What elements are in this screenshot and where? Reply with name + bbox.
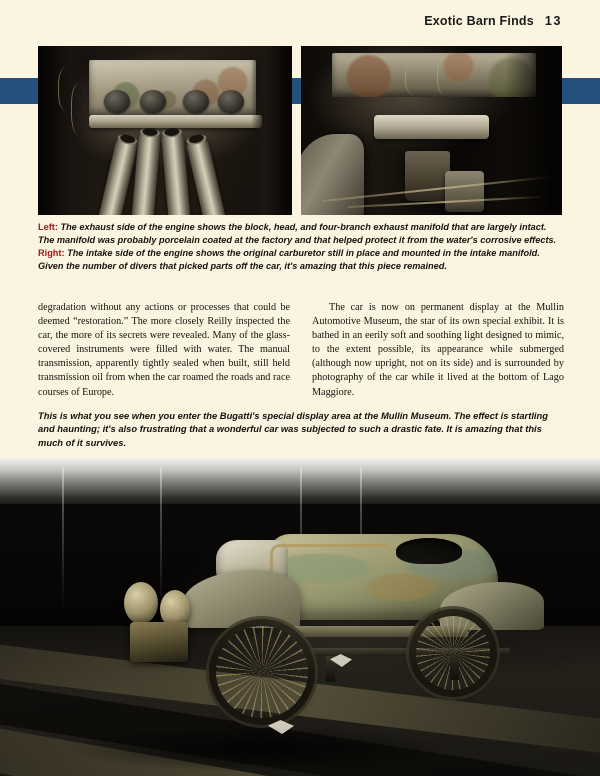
float-bowl-shape — [445, 171, 484, 212]
top-photo-row — [38, 46, 562, 215]
radiator-grille-shape — [130, 622, 188, 662]
body-column-left — [38, 301, 290, 400]
caption-left-label: Left: — [38, 222, 58, 232]
page-number: 13 — [544, 14, 562, 28]
cockpit-opening — [396, 538, 462, 564]
wiring-strand — [437, 56, 460, 96]
wiring-strand — [71, 83, 90, 135]
hero-photo-caption: This is what you see when you enter the Bugatti's special display area at the Mullin Museum. The effect is startling and haunting; it's also frustrating that a wonderful car was subjected to such a drastic fate. It is amazing that this much of it survives. — [38, 410, 548, 448]
head-rail-shape — [89, 115, 262, 128]
wiring-strand — [405, 60, 432, 96]
front-fender-shape — [182, 570, 300, 628]
body-paragraph: The car is now on permanent display at the Mullin Automotive Museum, the star of its own special exhibit. It is bathed in an eerily soft and soothing light designed to mimic, to the extent possible, its appearance while submerged (although now upright, not on its side) and is surrounded by photography of the car while it lived at the bottom of Lago Maggiore. — [312, 302, 564, 398]
running-head-title: Exotic Barn Finds — [424, 14, 534, 28]
caption-left-text: The exhaust side of the engine shows the block, head, and four-branch exhaust manifold that are largely intact. The manifold was probably porcelain coated at the factory and that helped protect it from the water's corrosive effects. — [38, 222, 557, 246]
valve-cap-icon — [140, 90, 166, 113]
display-stand — [450, 654, 459, 680]
engine-exhaust-side-photo — [38, 46, 292, 215]
top-photo-caption — [38, 221, 565, 273]
body-column-right — [312, 301, 564, 400]
photo-shadow-right — [505, 46, 562, 215]
photo-shadow-right — [251, 46, 292, 215]
valve-cap-icon — [104, 90, 130, 113]
running-head — [424, 14, 562, 28]
caption-right-label: Right: — [38, 248, 65, 259]
engine-intake-side-photo — [301, 46, 562, 215]
body-paragraph: degradation without any actions or processes that could be deemed “restoration.” The more closely Reilly inspected the car, the more of its secrets were revealed. Many of the glass-covered instruments were filled with water. The manual transmission, apparently tightly sealed when built, still held transmission oil from when the car roamed the roads and race courses of Europe. — [38, 302, 290, 398]
front-wire-wheel — [216, 626, 308, 718]
floor-shadow — [70, 726, 450, 772]
carburetor-shape — [405, 151, 449, 202]
intake-manifold-shape — [374, 115, 489, 139]
valve-cap-icon — [183, 90, 209, 113]
body-columns — [38, 301, 565, 400]
museum-display-photo — [0, 458, 600, 776]
caption-right-text: The intake side of the engine shows the original carburetor still in place and mounted in the intake manifold. Given the number of divers that picked parts off the car, it's amazing that this piece remained. — [38, 248, 540, 272]
bugatti-car — [120, 530, 550, 730]
fender-edge-shape — [301, 134, 364, 215]
light-streak — [62, 468, 64, 608]
headlamp-shape — [124, 582, 158, 624]
